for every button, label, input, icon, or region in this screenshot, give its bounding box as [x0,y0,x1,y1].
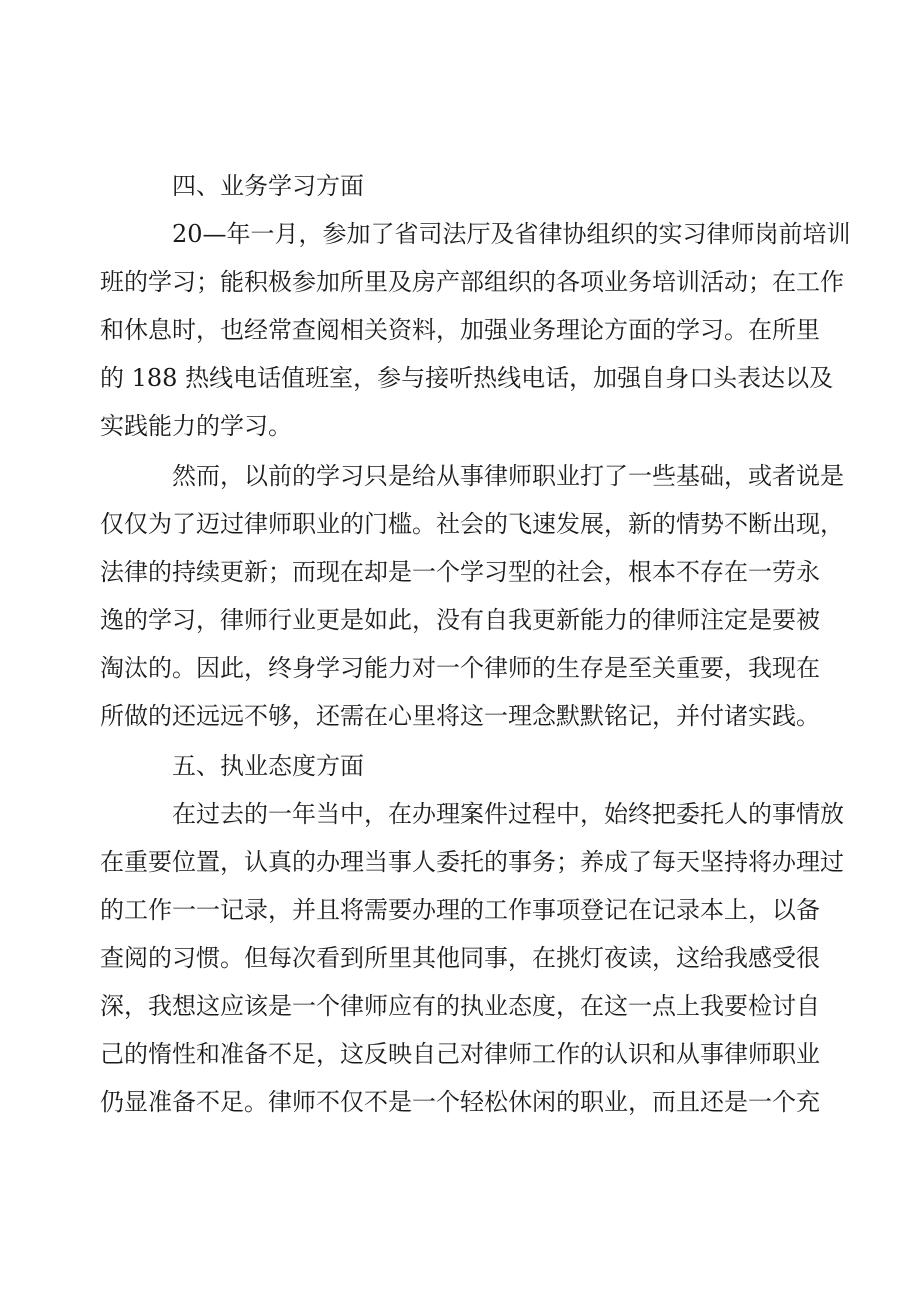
paragraph-line: 查阅的习惯。但每次看到所里其他同事，在挑灯夜读，这给我感受很 [100,944,820,972]
paragraph-line: 的 188 热线电话值班室，参与接听热线电话，加强自身口头表达以及 [100,364,834,392]
paragraph-line: 在重要位置，认真的办理当事人委托的事务；养成了每天坚持将办理过 [100,848,844,876]
paragraph-line: 所做的还远远不够，还需在心里将这一理念默默铭记，并付诸实践。 [100,702,820,730]
paragraph-line: 班的学习；能积极参加所里及房产部组织的各项业务培训活动；在工作 [100,268,844,296]
paragraph-line: 的工作一一记录，并且将需要办理的工作事项登记在记录本上，以备 [100,896,820,924]
paragraph-line: 深，我想这应该是一个律师应有的执业态度，在这一点上我要检讨自 [100,992,820,1020]
paragraph-line: 实践能力的学习。 [100,412,292,440]
paragraph-line: 和休息时，也经常查阅相关资料，加强业务理论方面的学习。在所里 [100,316,820,344]
paragraph-line: 己的惰性和准备不足，这反映自己对律师工作的认识和从事律师职业 [100,1040,820,1068]
paragraph-line: 在过去的一年当中，在办理案件过程中，始终把委托人的事情放 [172,800,844,828]
paragraph-line: 20—年一月，参加了省司法厅及省律协组织的实习律师岗前培训 [172,220,851,248]
paragraph-line: 仍显准备不足。律师不仅不是一个轻松休闲的职业，而且还是一个充 [100,1088,820,1116]
paragraph-line: 淘汰的。因此，终身学习能力对一个律师的生存是至关重要，我现在 [100,654,820,682]
section-heading-study: 四、业务学习方面 [172,172,364,200]
paragraph-line: 逸的学习，律师行业更是如此，没有自我更新能力的律师注定是要被 [100,606,820,634]
paragraph-line: 仅仅为了迈过律师职业的门槛。社会的飞速发展，新的情势不断出现， [100,510,844,538]
paragraph-line: 然而，以前的学习只是给从事律师职业打了一些基础，或者说是 [172,462,844,490]
section-heading-attitude: 五、执业态度方面 [172,752,364,780]
paragraph-line: 法律的持续更新；而现在却是一个学习型的社会，根本不存在一劳永 [100,558,820,586]
